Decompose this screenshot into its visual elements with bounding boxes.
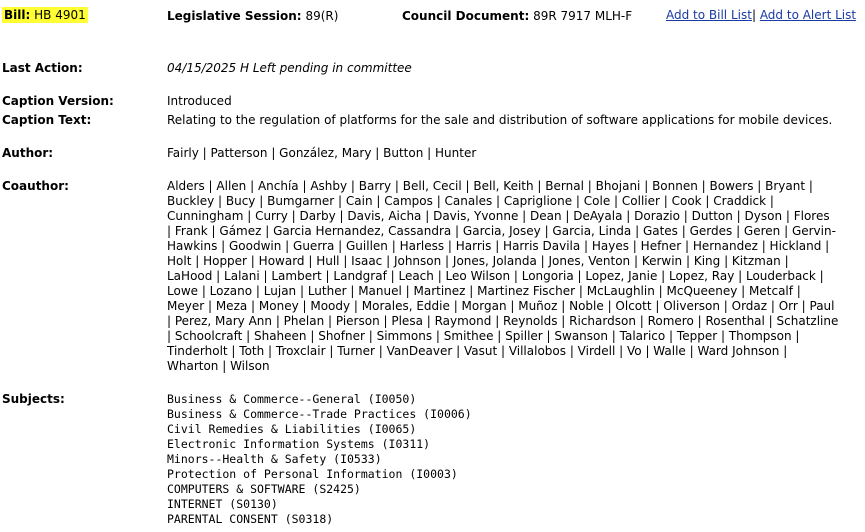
coauthor-line: Wharton | Wilson <box>167 359 270 373</box>
subject-item: COMPUTERS & SOFTWARE (S2425) <box>167 482 361 496</box>
link-separator: | <box>751 8 756 22</box>
add-to-bill-list-link[interactable]: Add to Bill List <box>666 8 752 22</box>
subject-item: Business & Commerce--General (I0050) <box>167 392 417 406</box>
subject-item: INTERNET (S0130) <box>167 497 278 511</box>
subjects-label: Subjects: <box>2 392 65 406</box>
author-label: Author: <box>2 146 54 160</box>
council-label: Council Document: <box>402 9 530 23</box>
coauthor-line: | Schoolcraft | Shaheen | Shofner | Simmons | Smithee | Spiller | Swanson | Talarico | Tepper | Thompson | <box>167 329 800 343</box>
bill-label: Bill: <box>4 8 31 22</box>
subject-item: Minors--Health & Safety (I0533) <box>167 452 382 466</box>
session-label: Legislative Session: <box>167 9 302 23</box>
coauthor-line: LaHood | Lalani | Lambert | Landgraf | Leach | Leo Wilson | Longoria | Lopez, Janie | Lopez, Ray | Louderback | <box>167 269 824 283</box>
caption-text-label: Caption Text: <box>2 113 92 127</box>
subjects-list <box>167 392 472 527</box>
coauthor-line: | Frank | Gámez | Garcia Hernandez, Cassandra | Garcia, Josey | Garcia, Linda | Gates | Gerdes | Geren | Gervin- <box>167 224 836 238</box>
coauthor-list <box>167 179 861 374</box>
council-document <box>402 9 632 23</box>
coauthor-line: Alders | Allen | Anchía | Ashby | Barry | Bell, Cecil | Bell, Keith | Bernal | Bhojani | Bonnen | Bowers | Bryant | <box>167 179 813 193</box>
subject-item: Electronic Information Systems (I0311) <box>167 437 431 451</box>
coauthor-line: Meyer | Meza | Money | Moody | Morales, Eddie | Morgan | Muñoz | Noble | Olcott | Oliverson | Ordaz | Orr | Paul <box>167 299 835 313</box>
caption-text-value: Relating to the regulation of platforms for the sale and distribution of software applications for mobile devices. <box>167 113 833 127</box>
bill-number: HB 4901 <box>34 8 86 22</box>
subject-item: PARENTAL CONSENT (S0318) <box>167 512 334 526</box>
bill-highlight <box>2 7 88 23</box>
bill-id-block <box>2 8 88 22</box>
caption-version-value: Introduced <box>167 94 232 108</box>
subject-item: Business & Commerce--Trade Practices (I0006) <box>167 407 472 421</box>
coauthor-line: Hawkins | Goodwin | Guerra | Guillen | Harless | Harris | Harris Davila | Hayes | Hefner | Hernandez | Hickland | <box>167 239 830 253</box>
coauthor-line: Cunningham | Curry | Darby | Davis, Aicha | Davis, Yvonne | Dean | DeAyala | Dorazio | Dutton | Dyson | Flores <box>167 209 830 223</box>
author-value: Fairly | Patterson | González, Mary | Button | Hunter <box>167 146 477 160</box>
subject-item: Protection of Personal Information (I0003) <box>167 467 458 481</box>
caption-version-label: Caption Version: <box>2 94 114 108</box>
subject-item: Civil Remedies & Liabilities (I0065) <box>167 422 417 436</box>
coauthor-label: Coauthor: <box>2 179 69 193</box>
last-action-label: Last Action: <box>2 61 83 75</box>
coauthor-line: Holt | Hopper | Howard | Hull | Isaac | Johnson | Jones, Jolanda | Jones, Venton | Kerwin | King | Kitzman | <box>167 254 789 268</box>
coauthor-line: Buckley | Bucy | Bumgarner | Cain | Campos | Canales | Capriglione | Cole | Collier | Cook | Craddick | <box>167 194 774 208</box>
session-value: 89(R) <box>305 9 339 23</box>
coauthor-line: Tinderholt | Toth | Troxclair | Turner | VanDeaver | Vasut | Villalobos | Virdell | Vo | Walle | Ward Johnson | <box>167 344 788 358</box>
list-actions <box>666 8 856 22</box>
add-to-alert-list-link[interactable]: Add to Alert List <box>759 8 857 22</box>
council-value: 89R 7917 MLH-F <box>533 9 633 23</box>
legislative-session <box>167 9 338 23</box>
coauthor-line: | Perez, Mary Ann | Phelan | Pierson | Plesa | Raymond | Reynolds | Richardson | Romero | Rosenthal | Schatzline <box>167 314 839 328</box>
coauthor-line: Lowe | Lozano | Lujan | Luther | Manuel | Martinez | Martinez Fischer | McLaughlin | McQueeney | Metcalf | <box>167 284 801 298</box>
last-action-value: 04/15/2025 H Left pending in committee <box>167 61 412 75</box>
